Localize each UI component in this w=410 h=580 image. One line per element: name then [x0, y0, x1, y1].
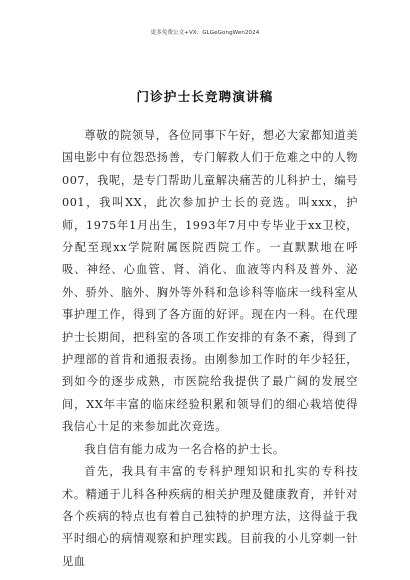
- paragraph-confidence: 我自信有能力成为一名合格的护士长。: [84, 442, 285, 456]
- document-title: 门诊护士长竞聘演讲稿: [136, 89, 274, 104]
- paragraph-intro: 尊敬的院领导，各位同事下午好，想必大家都知道美国电影中有位怨恐扬善，专门解救人们于危难之中的人物007，我呢，是专门帮助儿童解决痛苦的儿科护士，编号001，我叫XX，此次参加护士长的竞选。叫xxx，护师，1975年1月出生，1993年7月中专毕业于xx卫校，分配至现xx学院附属医院西院工作。一直默默地在呼吸、神经、心血管、肾、消化、血液等内科及普外、泌外、骄外、脑外、胸外等外科和急诊科等临床一线科室从事护理工作，得到了各方面的好评。现在内一科。在代理护士长期间，把科室的各项工作安排的有条不紊，得到了护理部的首肯和通报表扬。由刚参加工作时的年少轻狂，到如今的逐步成熟，市医院给我提供了最广阔的发展空间，XX年丰富的临床经验积累和领导们的细心栽培使得我信心十足的来参加此次竞选。: [62, 129, 358, 434]
- paragraph-first-point: 首先，我具有丰富的专科护理知识和扎实的专科技术。精通于儿科各种疾病的相关护理及健康教育，并针对各个疾病的特点也有着自己独特的护理方法，这得益于我平时细心的病情观察和护理实践。目前我的小儿穿刺一针见血: [62, 465, 358, 568]
- header-note: 更多免费公文+VX：GLGeGongWen2024: [150, 30, 260, 36]
- document-body: [62, 125, 358, 573]
